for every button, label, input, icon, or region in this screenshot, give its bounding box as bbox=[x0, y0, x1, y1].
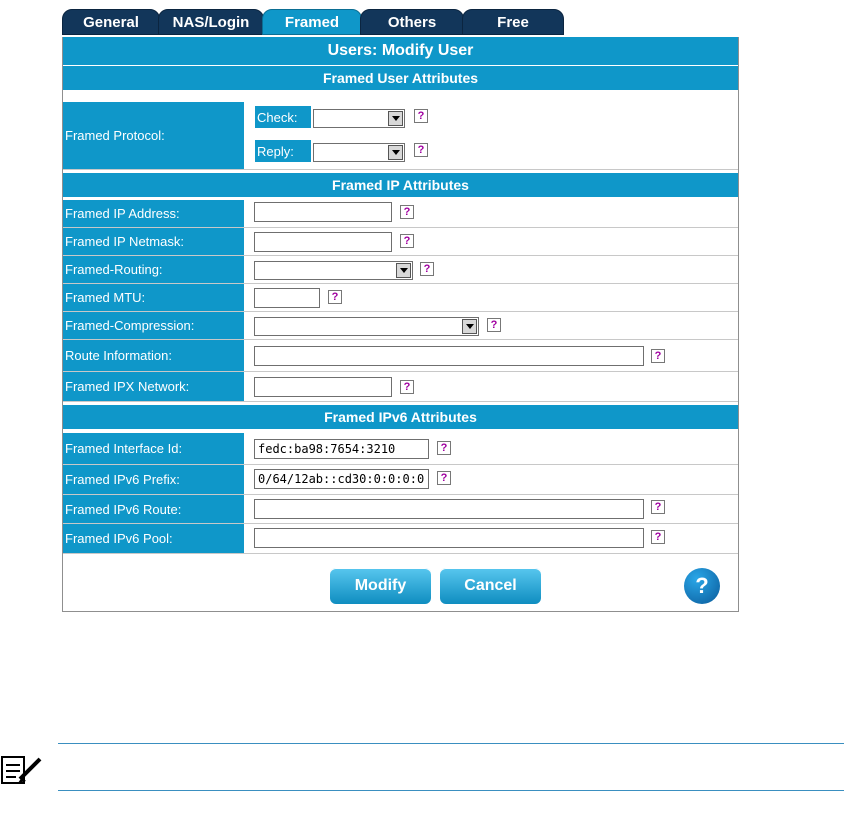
framed-routing-row bbox=[63, 256, 738, 284]
framed-ipv6-route-input[interactable] bbox=[254, 499, 644, 519]
help-icon[interactable]: ? bbox=[414, 143, 428, 157]
framed-mtu-input[interactable] bbox=[254, 288, 320, 308]
tab-bar bbox=[62, 5, 562, 35]
framed-ipx-network-input[interactable] bbox=[254, 377, 392, 397]
tab-framed[interactable]: Framed bbox=[262, 9, 362, 35]
framed-protocol-row bbox=[63, 102, 738, 170]
framed-ipv6-route-label: Framed IPv6 Route: bbox=[63, 495, 244, 523]
note-icon bbox=[0, 753, 42, 785]
note-top-divider bbox=[58, 743, 844, 744]
help-icon[interactable]: ? bbox=[414, 109, 428, 123]
framed-compression-row bbox=[63, 312, 738, 340]
chevron-down-icon bbox=[396, 263, 411, 278]
tab-nas-login[interactable]: NAS/Login bbox=[158, 9, 264, 35]
chevron-down-icon bbox=[462, 319, 477, 334]
help-icon[interactable]: ? bbox=[437, 471, 451, 485]
tab-general[interactable]: General bbox=[62, 9, 160, 35]
framed-ipv6-pool-input[interactable] bbox=[254, 528, 644, 548]
framed-routing-select[interactable] bbox=[254, 261, 413, 280]
framed-ip-netmask-label: Framed IP Netmask: bbox=[63, 228, 244, 255]
framed-ip-address-row bbox=[63, 200, 738, 228]
modify-user-panel bbox=[62, 37, 739, 612]
help-icon[interactable]: ? bbox=[328, 290, 342, 304]
section-framed-ipv6-attributes: Framed IPv6 Attributes bbox=[63, 405, 738, 429]
tab-free[interactable]: Free bbox=[462, 9, 564, 35]
section-framed-user-attributes: Framed User Attributes bbox=[63, 66, 738, 90]
framed-interface-id-label: Framed Interface Id: bbox=[63, 433, 244, 464]
chevron-down-icon bbox=[388, 111, 403, 126]
help-icon[interactable]: ? bbox=[651, 530, 665, 544]
framed-mtu-label: Framed MTU: bbox=[63, 284, 244, 311]
page-title: Users: Modify User bbox=[63, 37, 738, 65]
tab-others[interactable]: Others bbox=[360, 9, 464, 35]
help-icon[interactable]: ? bbox=[437, 441, 451, 455]
check-select[interactable] bbox=[313, 109, 405, 128]
framed-ipv6-route-row bbox=[63, 495, 738, 524]
framed-ipv6-prefix-input[interactable] bbox=[254, 469, 429, 489]
help-icon[interactable]: ? bbox=[420, 262, 434, 276]
framed-ipv6-prefix-row bbox=[63, 465, 738, 495]
framed-ipv6-prefix-label: Framed IPv6 Prefix: bbox=[63, 465, 244, 494]
framed-compression-select[interactable] bbox=[254, 317, 479, 336]
framed-mtu-row bbox=[63, 284, 738, 312]
framed-interface-id-row bbox=[63, 433, 738, 465]
note-bottom-divider bbox=[58, 790, 844, 791]
cancel-button[interactable]: Cancel bbox=[440, 568, 541, 604]
help-icon[interactable]: ? bbox=[400, 234, 414, 248]
framed-interface-id-input[interactable] bbox=[254, 439, 429, 459]
check-label: Check: bbox=[255, 106, 311, 128]
modify-button[interactable]: Modify bbox=[330, 568, 431, 604]
route-information-row bbox=[63, 340, 738, 372]
help-icon[interactable]: ? bbox=[487, 318, 501, 332]
framed-ip-netmask-input[interactable] bbox=[254, 232, 392, 252]
help-icon[interactable]: ? bbox=[400, 205, 414, 219]
route-information-input[interactable] bbox=[254, 346, 644, 366]
framed-routing-label: Framed-Routing: bbox=[63, 256, 244, 283]
route-information-label: Route Information: bbox=[63, 340, 244, 371]
help-icon[interactable]: ? bbox=[651, 349, 665, 363]
framed-ipv6-pool-label: Framed IPv6 Pool: bbox=[63, 524, 244, 553]
framed-ipx-network-row bbox=[63, 372, 738, 402]
framed-ipv6-pool-row bbox=[63, 524, 738, 554]
help-icon[interactable]: ? bbox=[651, 500, 665, 514]
framed-compression-label: Framed-Compression: bbox=[63, 312, 244, 339]
framed-ipx-network-label: Framed IPX Network: bbox=[63, 372, 244, 401]
help-button[interactable]: ? bbox=[684, 568, 720, 604]
section-framed-ip-attributes: Framed IP Attributes bbox=[63, 173, 738, 197]
reply-label: Reply: bbox=[255, 140, 311, 162]
framed-ip-address-label: Framed IP Address: bbox=[63, 200, 244, 227]
reply-select[interactable] bbox=[313, 143, 405, 162]
chevron-down-icon bbox=[388, 145, 403, 160]
framed-ip-netmask-row bbox=[63, 228, 738, 256]
framed-ip-address-input[interactable] bbox=[254, 202, 392, 222]
framed-protocol-label: Framed Protocol: bbox=[63, 102, 244, 169]
help-icon[interactable]: ? bbox=[400, 380, 414, 394]
